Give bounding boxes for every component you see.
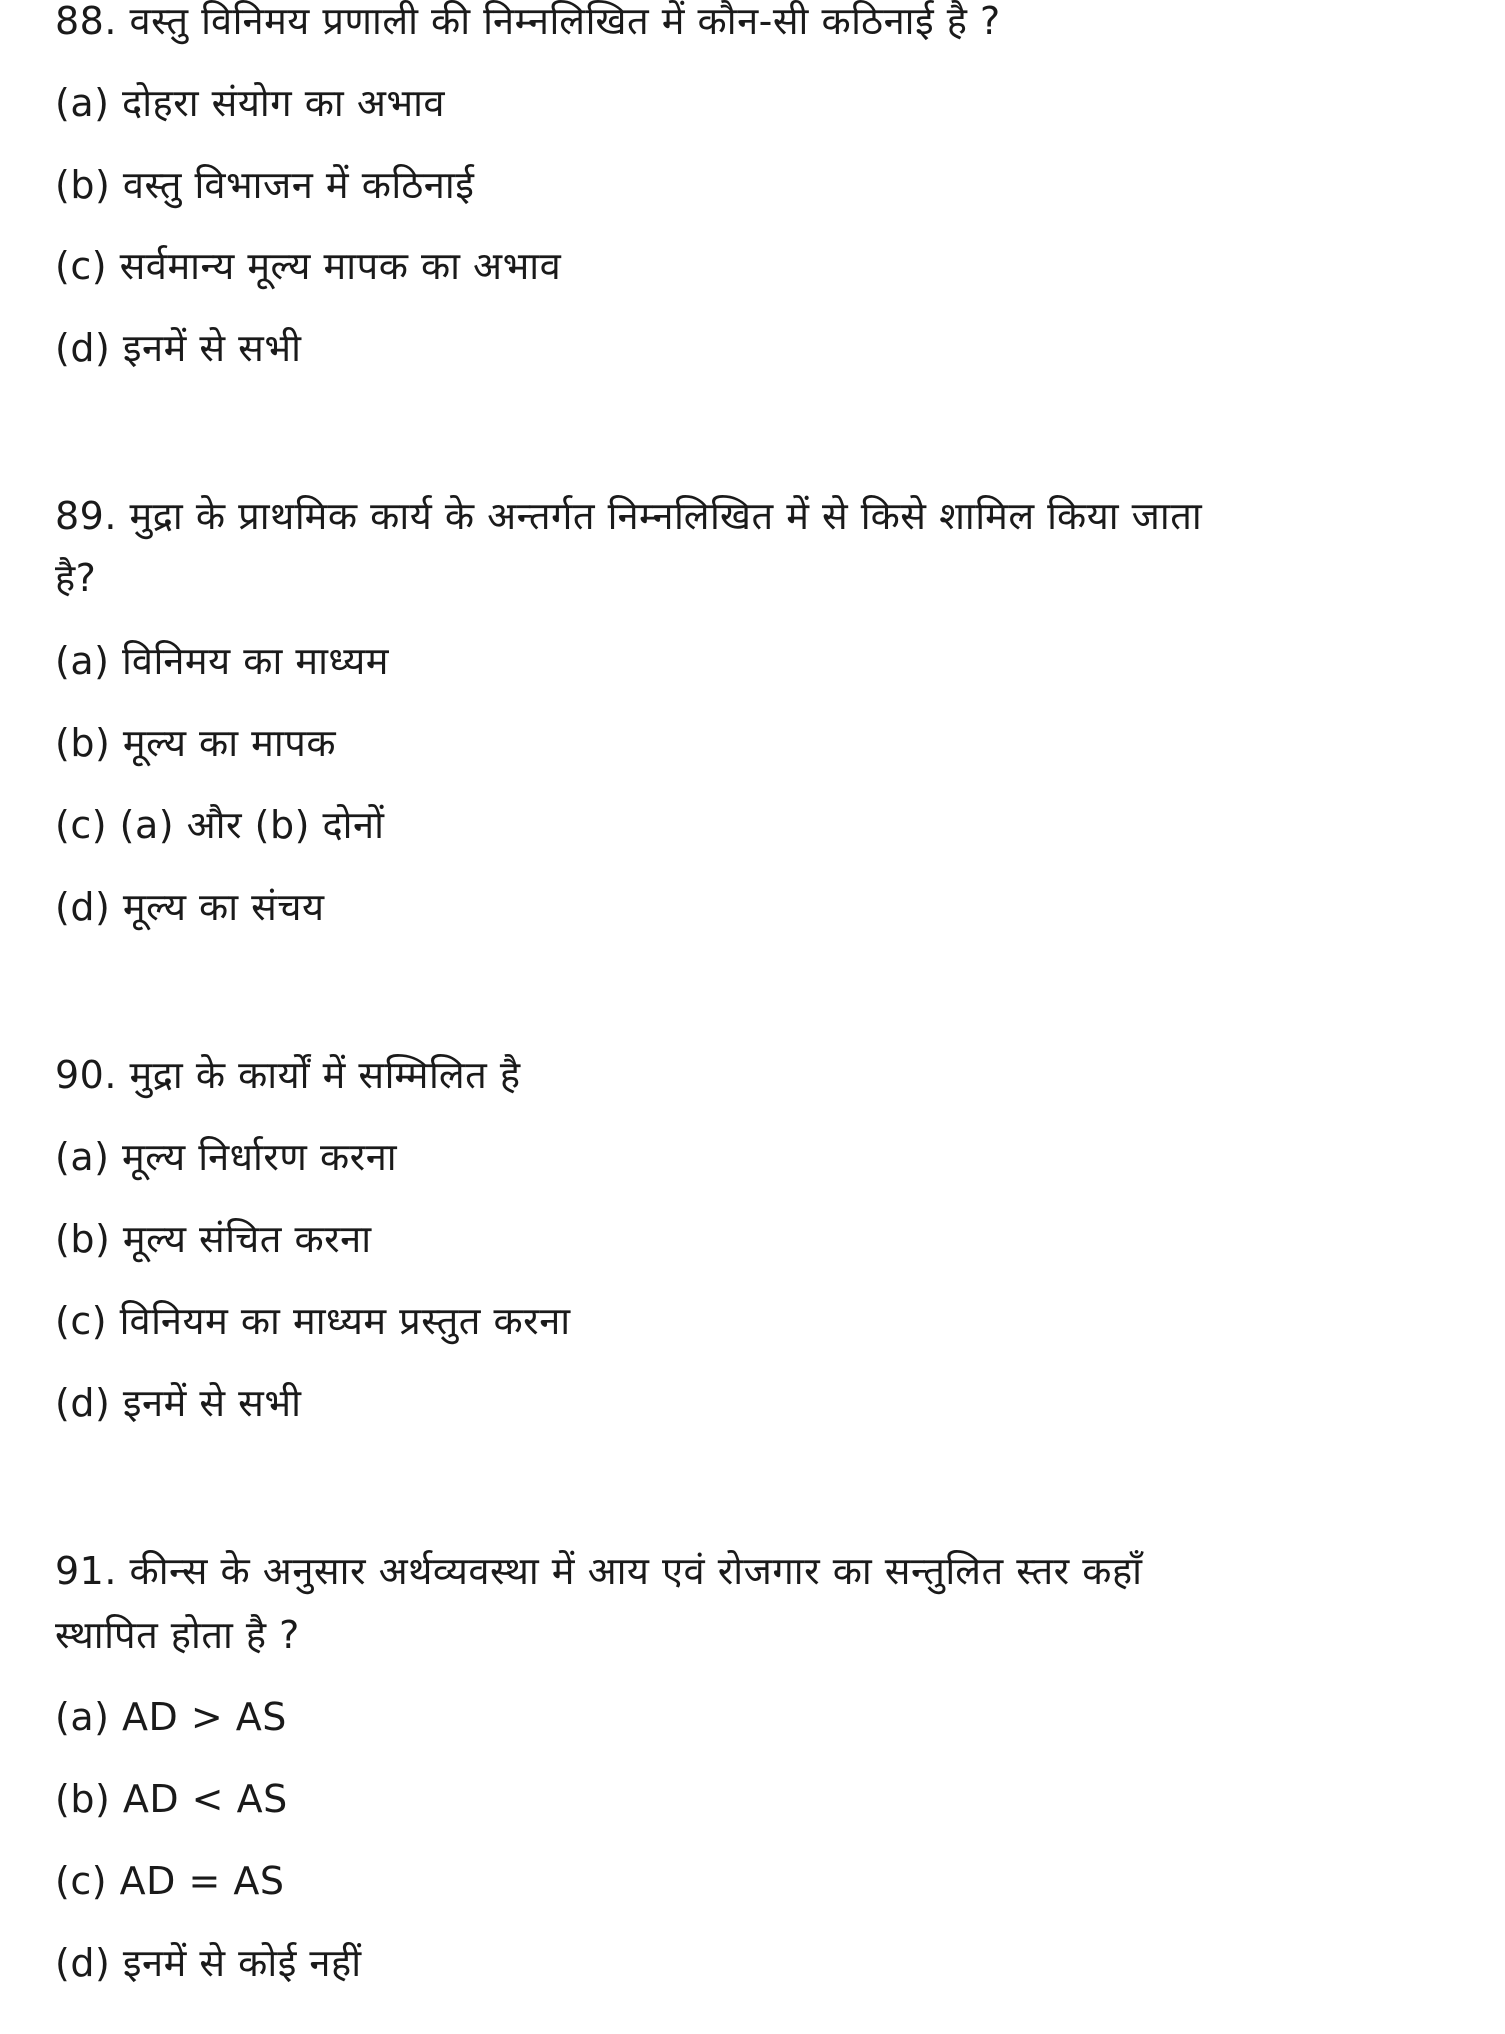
question-89-option-c: (c) (a) और (b) दोनों (55, 803, 385, 847)
question-88-option-a: (a) दोहरा संयोग का अभाव (55, 81, 446, 125)
question-89-option-d: (d) मूल्य का संचय (55, 885, 325, 929)
question-88-option-c: (c) सर्वमान्य मूल्य मापक का अभाव (55, 244, 562, 288)
question-91-option-d: (d) इनमें से कोई नहीं (55, 1941, 362, 1985)
question-91-text-line-1: 91. कीन्स के अनुसार अर्थव्यवस्था में आय एवं रोजगार का सन्तुलित स्तर कहाँ (55, 1549, 1143, 1593)
question-88-text: 88. वस्तु विनिमय प्रणाली की निम्नलिखित में कौन-सी कठिनाई है ? (55, 0, 1001, 43)
question-89-text-line-2: है? (55, 556, 97, 600)
question-90-option-b: (b) मूल्य संचित करना (55, 1217, 372, 1261)
question-90-option-d: (d) इनमें से सभी (55, 1381, 302, 1425)
question-90-option-c: (c) विनियम का माध्यम प्रस्तुत करना (55, 1299, 571, 1343)
question-88-option-b: (b) वस्तु विभाजन में कठिनाई (55, 163, 475, 207)
question-89-option-a: (a) विनिमय का माध्यम (55, 639, 389, 683)
question-91-option-b: (b) AD < AS (55, 1777, 288, 1821)
question-90-option-a: (a) मूल्य निर्धारण करना (55, 1135, 398, 1179)
question-91-text-line-2: स्थापित होता है ? (55, 1613, 300, 1657)
question-88-option-d: (d) इनमें से सभी (55, 326, 302, 370)
question-89-text-line-1: 89. मुद्रा के प्राथमिक कार्य के अन्तर्गत निम्नलिखित में से किसे शामिल किया जाता (55, 494, 1203, 538)
question-89-option-b: (b) मूल्य का मापक (55, 721, 336, 765)
question-91-option-a: (a) AD > AS (55, 1695, 287, 1739)
question-91-option-c: (c) AD = AS (55, 1859, 285, 1903)
question-90-text: 90. मुद्रा के कार्यों में सम्मिलित है (55, 1053, 521, 1097)
